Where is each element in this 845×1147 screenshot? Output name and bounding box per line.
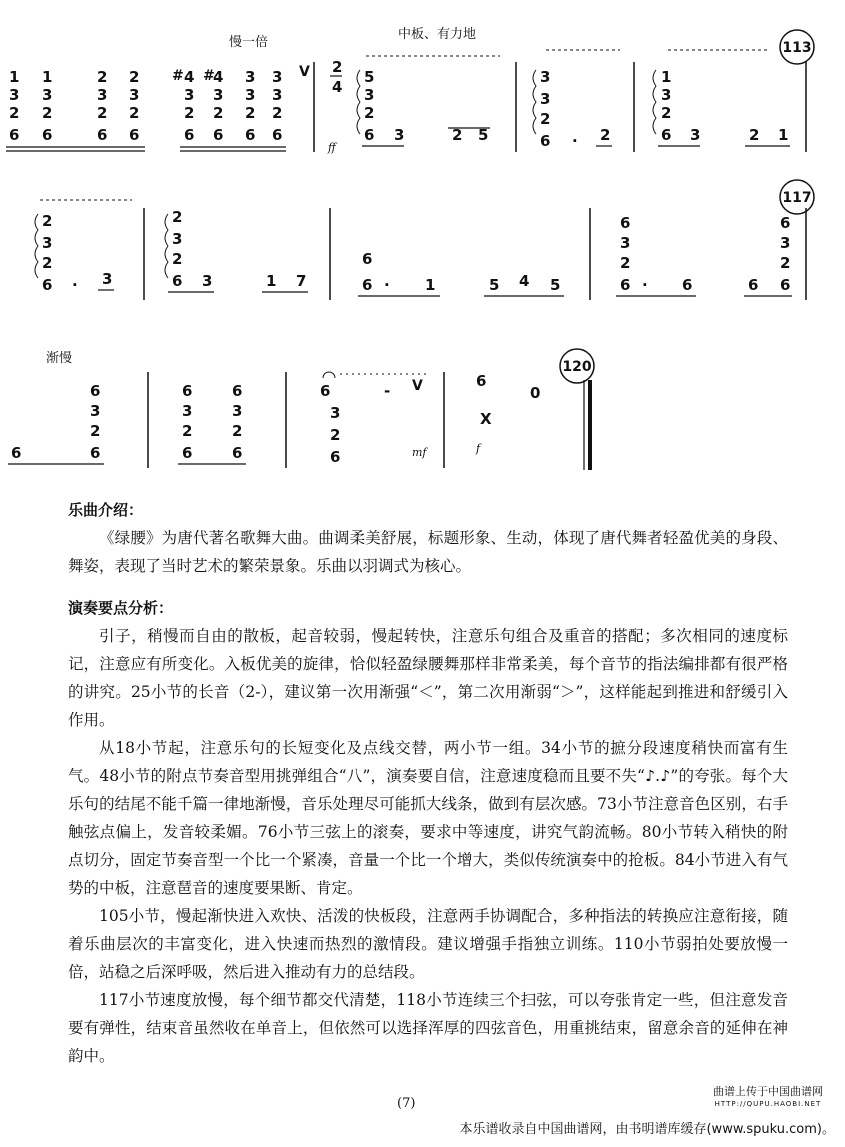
svg-text:3: 3 [661, 86, 672, 104]
svg-text:6: 6 [780, 214, 791, 232]
svg-text:6: 6 [245, 126, 256, 144]
analysis-heading: 演奏要点分析： [68, 599, 174, 617]
svg-text:3: 3 [202, 272, 213, 290]
svg-text:2: 2 [182, 422, 193, 440]
svg-text:3: 3 [245, 86, 256, 104]
svg-text:2: 2 [97, 68, 108, 86]
svg-text:2: 2 [42, 254, 53, 272]
svg-text:6: 6 [362, 276, 373, 294]
dynamic-ff: ff [328, 141, 336, 154]
svg-text:6: 6 [620, 276, 631, 294]
svg-text:3: 3 [129, 86, 140, 104]
svg-text:3: 3 [690, 126, 701, 144]
svg-text:6: 6 [11, 444, 22, 462]
svg-text:6: 6 [182, 382, 193, 400]
svg-text:3: 3 [213, 86, 224, 104]
svg-text:2: 2 [540, 110, 551, 128]
system-3-notes [8, 372, 590, 470]
svg-text:3: 3 [394, 126, 405, 144]
time-signature-top: 2 [332, 58, 343, 76]
svg-text:#: # [172, 68, 184, 84]
watermark-line-1: 曲谱上传于中国曲谱网 [713, 1085, 823, 1098]
svg-text:2: 2 [213, 104, 224, 122]
svg-text:4: 4 [213, 68, 224, 86]
svg-text:3: 3 [780, 234, 791, 252]
svg-text:2: 2 [97, 104, 108, 122]
svg-text:3: 3 [184, 86, 195, 104]
svg-text:5: 5 [364, 68, 375, 86]
system-1-notes [6, 50, 806, 154]
svg-text:·: · [384, 276, 390, 294]
svg-text:2: 2 [172, 208, 183, 226]
svg-text:2: 2 [330, 426, 341, 444]
svg-text:3: 3 [42, 234, 53, 252]
svg-text:6: 6 [42, 276, 53, 294]
watermark [713, 1083, 823, 1108]
svg-text:3: 3 [620, 234, 631, 252]
svg-text:V: V [412, 378, 423, 394]
source-note: 本乐谱收录自中国曲谱网，由书明谱库缓存(www.spuku.com)。 [459, 1122, 835, 1137]
svg-text:2: 2 [129, 104, 140, 122]
svg-text:·: · [72, 276, 78, 294]
text-body [68, 490, 788, 1070]
measure-number-120: 120 [562, 359, 592, 375]
svg-text:7: 7 [296, 272, 307, 290]
svg-text:3: 3 [182, 402, 193, 420]
svg-text:6: 6 [42, 126, 53, 144]
dynamic-f: f [476, 442, 481, 455]
svg-text:2: 2 [42, 104, 53, 122]
measure-number-117: 117 [782, 190, 812, 206]
svg-text:6: 6 [780, 276, 791, 294]
svg-text:6: 6 [320, 382, 331, 400]
svg-text:2: 2 [620, 254, 631, 272]
svg-text:3: 3 [245, 68, 256, 86]
page-number: (7) [397, 1096, 416, 1111]
svg-text:1: 1 [661, 68, 672, 86]
svg-text:6: 6 [9, 126, 20, 144]
svg-text:6: 6 [661, 126, 672, 144]
svg-text:3: 3 [97, 86, 108, 104]
svg-text:3: 3 [272, 68, 283, 86]
svg-text:2: 2 [90, 422, 101, 440]
svg-text:2: 2 [172, 250, 183, 268]
svg-text:4: 4 [184, 68, 195, 86]
svg-text:6: 6 [232, 444, 243, 462]
svg-text:·: · [642, 276, 648, 294]
svg-text:2: 2 [749, 126, 760, 144]
svg-text:6: 6 [213, 126, 224, 144]
svg-text:6: 6 [476, 372, 487, 390]
svg-text:3: 3 [102, 270, 113, 288]
svg-text:2: 2 [129, 68, 140, 86]
svg-text:1: 1 [266, 272, 277, 290]
svg-text:1: 1 [778, 126, 789, 144]
dynamic-mf: mf [412, 446, 427, 459]
tempo-moderato: 中板、有力地 [398, 27, 477, 42]
svg-text:3: 3 [540, 68, 551, 86]
system-2-notes [35, 200, 806, 300]
svg-text:4: 4 [519, 272, 530, 290]
svg-text:2: 2 [600, 126, 611, 144]
svg-text:2: 2 [364, 104, 375, 122]
svg-text:6: 6 [172, 272, 183, 290]
svg-text:6: 6 [364, 126, 375, 144]
svg-text:6: 6 [90, 382, 101, 400]
svg-text:6: 6 [330, 448, 341, 466]
analysis-paragraph-2: 从18小节起，注意乐句的长短变化及点线交替，两小节一组。34小节的摭分段速度稍快而富有生气。48小节的附点节奏音型用挑弹组合“八”，演奏要自信，注意速度稳而且要不失“♪.♪”的夸张。每个大乐句的结尾不能千篇一律地渐慢，音乐处理尽可能抓大线条，做到有层次感。73小节注意音色区别，右手触弦点偏上，发音较柔媚。76小节三弦上的滚奏，要求中等速度，讲究气韵流畅。80小节转入稍快的附点切分，固定节奏音型一个比一个紧凑，音量一个比一个增大，类似传统演奏中的抢板。84小节进入有气势的中板，注意琶音的速度要果断、肯定。 [68, 739, 788, 897]
svg-text:6: 6 [362, 250, 373, 268]
watermark-line-2: HTTP://QUPU.HAOBI.NET [714, 1100, 822, 1108]
intro-text: 《绿腰》为唐代著名歌舞大曲。曲调柔美舒展，标题形象、生动，体现了唐代舞者轻盈优美的身段、舞姿，表现了当时艺术的繁荣景象。乐曲以羽调式为核心。 [68, 529, 788, 575]
svg-text:2: 2 [661, 104, 672, 122]
svg-text:2: 2 [9, 104, 20, 122]
svg-text:3: 3 [540, 90, 551, 108]
svg-text:6: 6 [540, 132, 551, 150]
time-signature-bottom: 4 [332, 78, 343, 96]
svg-text:6: 6 [97, 126, 108, 144]
svg-text:3: 3 [90, 402, 101, 420]
svg-text:6: 6 [682, 276, 693, 294]
svg-text:3: 3 [364, 86, 375, 104]
svg-text:3: 3 [330, 404, 341, 422]
svg-text:3: 3 [9, 86, 20, 104]
svg-text:2: 2 [184, 104, 195, 122]
svg-text:2: 2 [780, 254, 791, 272]
svg-text:5: 5 [489, 276, 500, 294]
analysis-paragraph-4: 117小节速度放慢，每个细节都交代清楚，118小节连续三个扫弦，可以夸张肯定一些，但注意发音要有弹性，结束音虽然收在单音上，但依然可以选择浑厚的四弦音色，用重挑结束，留意余音的延伸在神韵中。 [68, 991, 788, 1065]
svg-text:5: 5 [478, 126, 489, 144]
svg-text:#: # [203, 68, 215, 84]
svg-text:2: 2 [232, 422, 243, 440]
svg-text:6: 6 [272, 126, 283, 144]
svg-text:3: 3 [232, 402, 243, 420]
tempo-slow-double: 慢一倍 [229, 35, 269, 50]
svg-text:5: 5 [550, 276, 561, 294]
svg-text:6: 6 [232, 382, 243, 400]
svg-text:1: 1 [9, 68, 20, 86]
svg-text:3: 3 [172, 230, 183, 248]
svg-text:·: · [572, 132, 578, 150]
analysis-paragraph-3: 105小节，慢起渐快进入欢快、活泼的快板段，注意两手协调配合，多种指法的转换应注意衔接，随着乐曲层次的丰富变化，进入快速而热烈的激情段。建议增强手指独立训练。110小节弱拍处要放慢一倍，站稳之后深呼吸，然后进入推动有力的总结段。 [68, 907, 788, 981]
svg-text:1: 1 [42, 68, 53, 86]
rest: 0 [530, 384, 541, 402]
svg-text:6: 6 [184, 126, 195, 144]
svg-text:3: 3 [272, 86, 283, 104]
svg-text:3: 3 [42, 86, 53, 104]
svg-text:6: 6 [748, 276, 759, 294]
intro-heading: 乐曲介绍： [68, 501, 144, 519]
svg-text:X: X [480, 410, 492, 428]
svg-text:2: 2 [272, 104, 283, 122]
svg-text:2: 2 [42, 212, 53, 230]
svg-text:V: V [299, 64, 310, 80]
measure-number-113: 113 [782, 40, 812, 56]
svg-text:2: 2 [452, 126, 463, 144]
svg-text:6: 6 [129, 126, 140, 144]
svg-text:1: 1 [425, 276, 436, 294]
svg-text:2: 2 [245, 104, 256, 122]
dash-note: - [384, 382, 391, 400]
music-score [0, 0, 845, 490]
analysis-paragraph-1: 引子，稍慢而自由的散板，起音较弱，慢起转快，注意乐句组合及重音的搭配；多次相同的速度标记，注意应有所变化。入板优美的旋律，恰似轻盈绿腰舞那样非常柔美，每个音节的指法编排都有很严格的讲究。25小节的长音（2-），建议第一次用渐强“＜”，第二次用渐弱“＞”，这样能起到推进和舒缓引入作用。 [68, 627, 788, 729]
svg-text:6: 6 [90, 444, 101, 462]
svg-text:6: 6 [182, 444, 193, 462]
tempo-ritardando: 渐慢 [46, 351, 73, 366]
svg-text:6: 6 [620, 214, 631, 232]
